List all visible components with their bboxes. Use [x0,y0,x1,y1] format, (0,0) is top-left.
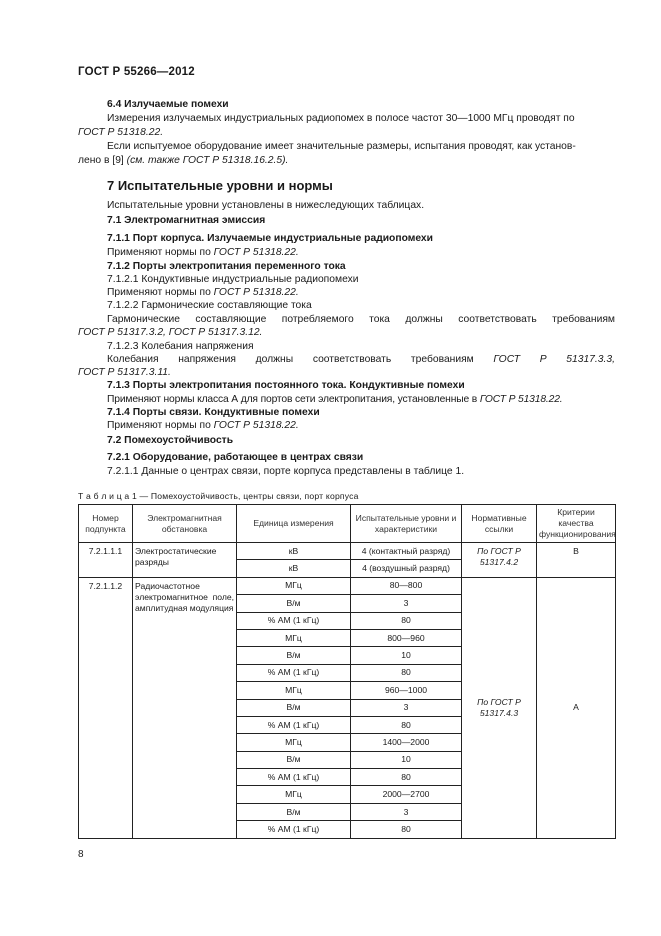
table-row [79,577,616,594]
section-7-1-2-1-title: 7.1.2.1 Кондуктивные индустриальные радиопомехи [107,274,359,285]
header-number: Номер подпункта [79,505,133,543]
row-level: 1400—2000 [351,734,462,751]
table-row [79,543,616,560]
row-unit: % АМ (1 кГц) [237,612,351,629]
section-7-1-2-3-ref: ГОСТ Р 51317.3.11. [78,367,171,378]
section-7-2-title: 7.2 Помехоустойчивость [107,435,234,446]
row-unit: МГц [237,629,351,646]
row-unit: МГц [237,734,351,751]
row-unit: В/м [237,595,351,612]
table-header-row [79,505,616,543]
section-7-1-3-title: 7.1.3 Порты электропитания постоянного тока. Кондуктивные помехи [107,380,465,391]
section-7-intro: Испытательные уровни установлены в нижеследующих таблицах. [107,200,425,211]
section-6-4-p1-line2: ГОСТ Р 51318.22. [78,127,164,138]
section-7-1-1-title: 7.1.1 Порт корпуса. Излучаемые индустриальные радиопомехи [107,233,433,244]
row-unit: В/м [237,751,351,768]
section-7-1-2-3-text: Колебания напряжения должны соответствовать требованиям ГОСТ Р 51317.3.3, [107,354,615,365]
row-unit: МГц [237,682,351,699]
section-7-1-2-title: 7.1.2 Порты электропитания переменного тока [107,261,346,272]
row-unit: % АМ (1 кГц) [237,821,351,838]
row-level: 4 (воздушный разряд) [351,560,462,577]
section-7-1-2-1-text: Применяют нормы по ГОСТ Р 51318.22. [107,287,299,298]
row-level: 10 [351,647,462,664]
section-7-title: 7 Испытательные уровни и нормы [107,178,333,193]
row-number: 7.2.1.1.2 [79,577,133,838]
page-number: 8 [78,849,84,860]
section-7-1-2-2-ref: ГОСТ Р 51317.3.2, ГОСТ Р 51317.3.12. [78,327,263,338]
row-level: 80 [351,716,462,733]
row-level: 80 [351,769,462,786]
row-level: 960—1000 [351,682,462,699]
row-level: 800—960 [351,629,462,646]
row-unit: кВ [237,560,351,577]
section-7-1-2-3-title: 7.1.2.3 Колебания напряжения [107,341,254,352]
header-levels: Испытательные уровни и характеристики [351,505,462,543]
row-level: 4 (контактный разряд) [351,543,462,560]
row-level: 10 [351,751,462,768]
row-level: 80 [351,664,462,681]
row-level: 3 [351,699,462,716]
row-environment: Электростатические разряды [133,543,237,578]
row-unit: кВ [237,543,351,560]
section-7-1-4-text: Применяют нормы по ГОСТ Р 51318.22. [107,420,299,431]
row-unit: В/м [237,647,351,664]
row-level: 3 [351,595,462,612]
section-7-1-2-2-text: Гармонические составляющие потребляемого тока должны соответствовать требованиям [107,314,615,325]
section-7-2-1-1-text: 7.2.1.1 Данные о центрах связи, порте корпуса представлены в таблице 1. [107,466,465,477]
row-number: 7.2.1.1.1 [79,543,133,578]
row-level: 2000—2700 [351,786,462,803]
row-reference: По ГОСТ Р 51317.4.2 [462,543,537,578]
row-unit: МГц [237,577,351,594]
section-7-1-4-title: 7.1.4 Порты связи. Кондуктивные помехи [107,407,320,418]
table-1 [78,504,616,839]
section-7-1-title: 7.1 Электромагнитная эмиссия [107,215,266,226]
row-unit: В/м [237,699,351,716]
row-unit: МГц [237,786,351,803]
header-refs: Нормативные ссылки [462,505,537,543]
document-header: ГОСТ Р 55266—2012 [78,66,195,78]
section-6-4-p2-line2: лено в [9] (см. также ГОСТ Р 51318.16.2.5). [78,155,289,166]
row-level: 80 [351,612,462,629]
row-unit: % АМ (1 кГц) [237,769,351,786]
section-6-4-title: 6.4 Излучаемые помехи [107,99,229,110]
section-7-1-1-text: Применяют нормы по ГОСТ Р 51318.22. [107,247,299,258]
row-unit: В/м [237,803,351,820]
row-reference: По ГОСТ Р 51317.4.3 [462,577,537,838]
row-environment: Радиочастотное электромагнитное поле, амплитудная модуляция [133,577,237,838]
row-level: 3 [351,803,462,820]
row-unit: % АМ (1 кГц) [237,716,351,733]
row-level: 80 [351,821,462,838]
section-7-1-3-text: Применяют нормы класса А для портов сети электропитания, установленные в ГОСТ Р 51318.22. [107,394,563,405]
row-unit: % АМ (1 кГц) [237,664,351,681]
section-7-1-2-2-title: 7.1.2.2 Гармонические составляющие тока [107,300,312,311]
table-caption: Т а б л и ц а 1 — Помехоустойчивость, центры связи, порт корпуса [78,491,359,501]
row-criteria: А [537,577,616,838]
row-level: 80—800 [351,577,462,594]
section-6-4-p2-line1: Если испытуемое оборудование имеет значительные размеры, испытания проводят, как установ- [107,141,576,152]
header-unit: Единица измерения [237,505,351,543]
header-criteria: Критерии качества функционирования [537,505,616,543]
header-environment: Электромагнитная обстановка [133,505,237,543]
section-6-4-p1-line1: Измерения излучаемых индустриальных радиопомех в полосе частот 30—1000 МГц проводят по [107,113,575,124]
section-7-2-1-title: 7.2.1 Оборудование, работающее в центрах связи [107,452,364,463]
row-criteria: В [537,543,616,578]
